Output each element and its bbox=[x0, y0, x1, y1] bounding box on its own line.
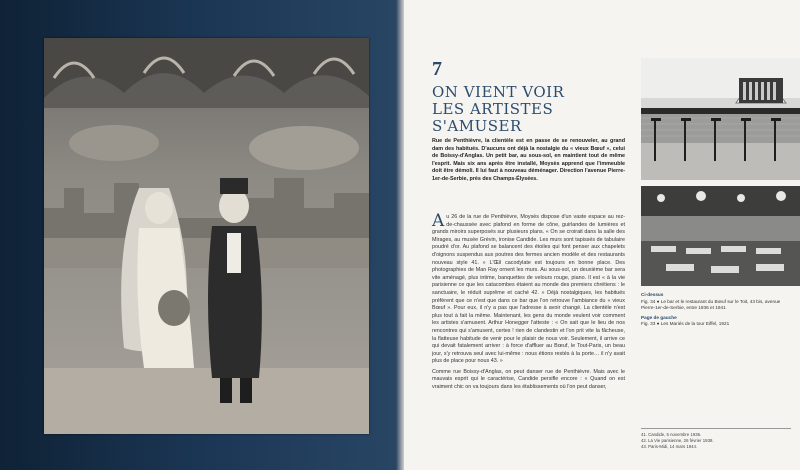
chapter-title-line2: LES ARTISTES S'AMUSER bbox=[432, 100, 554, 135]
photo-captions bbox=[641, 292, 791, 328]
restaurant-photo bbox=[641, 186, 800, 286]
bar-photo bbox=[641, 58, 800, 180]
chapter-number: 7 bbox=[432, 58, 442, 80]
notes-divider bbox=[641, 428, 791, 429]
body-paragraph-2: Comme rue Boissy-d'Anglas, on peut danser rue de Penthièvre. Mais avec le mauvais esprit qui le caractérise, Candide persifle encore : « Quand on est vraiment chic on va toujours dans les établissements où l'on peut danser, bbox=[432, 368, 625, 391]
body-paragraph-1-text: u 26 de la rue de Penthièvre, Moysès dispose d'un vaste espace au rez-de-chaussée avec plafond en forme de cône, guirlandes de lumières et grands miroirs superposés sur plusieurs plans. « On se croirait dans la salle des Mirages, au musée Grévin, ironise Candide. Les murs sont tapissés de tabulaire poudré d'or. Au plafond se balancent des étoiles qui font penser aux chapelets d'oignons suspendus aux poutres des fermes ancien modèle et des restaurants nouveau style 41. » L'Œil cacodylate est toujours en bonne place. Des photographies de Man Ray ornent les murs. Au sous-sol, un deuxième bar sera vite aménagé, plus intime, banquettes de velours rouge, piano. Il est « à la vie parisienne ce que les catacombes étaient au monde des premiers chrétiens : le sanctuaire, le réduit suprême et caché 42. » Déjà nostalgiques, les habitués préfèrent que ce n'est que dans ce bar que l'on retrouve l'ambiance du « vieux Bœuf ». Pour eux, il n'y a pas que l'adresse à avoir changé. La clientèle n'est plus tout à fait la même. Maintenant, les gens du monde veulent voir comment les artistes s'amusent. Arthur Honegger l'atteste : « On sait que le lieu de nos rencontres qui s'amusent, certes ! rien de clandestin et l'on prit vite la fâcheuse, la flatteuse habitude de venir pour le plaisir de nous voir. Seulement, il arrive ce qui devait fatalement arriver : à force d'affluer au Bœuf, le Tout-Paris, un beau jour, s'y retrouva seul avec lui-même : nous étions restés à la porte… il n'y avait plus de place pour nous 43. » bbox=[432, 214, 625, 365]
footnote-42: 42. La Vie parisienne, 26 février 1938. bbox=[641, 437, 714, 443]
caption-label-left: Page de gauche bbox=[641, 314, 677, 320]
body-text bbox=[432, 211, 625, 395]
caption-fig34: Fig. 34 ● Le bar et le restaurant du Bœuf sur le Toit, 43 bis, avenue Pierre-1er-de-Serbie, entre 1936 et 1941 bbox=[641, 298, 781, 310]
dropcap: A bbox=[432, 211, 445, 231]
caption-label-above: Ci-dessus bbox=[641, 292, 664, 297]
footnotes bbox=[641, 432, 791, 449]
caption-fig33: Fig. 33 ● Les Mariés de la tour Eiffel, 1921 bbox=[641, 321, 730, 326]
footnote-41: 41. Candide, 5 novembre 1936. bbox=[641, 432, 702, 437]
stage-wedding-photo bbox=[44, 38, 369, 434]
footnote-43: 43. Paris-Midi, 14 mars 1944. bbox=[641, 443, 698, 449]
right-page bbox=[404, 0, 800, 470]
chapter-title bbox=[432, 84, 632, 135]
intro-paragraph: Rue de Penthièvre, la clientèle est en passe de se renouveler, au grand dam des habitués. D'aucuns ont déjà la nostalgie du « vieux Bœuf », celui de Boissy-d'Anglas. Un petit bar, au sous-sol, en maintient tout de même l'esprit. Mais six ans après être installé, Moysès apprend que l'immeuble doit être démoli. Il lui faut à nouveau déménager. Direction l'avenue Pierre-1er-de-Serbie, près des Champs-Élysées. bbox=[432, 138, 625, 182]
chapter-title-line1: ON VIENT VOIR bbox=[432, 83, 565, 101]
body-paragraph-1 bbox=[432, 211, 625, 366]
left-page bbox=[0, 0, 398, 470]
